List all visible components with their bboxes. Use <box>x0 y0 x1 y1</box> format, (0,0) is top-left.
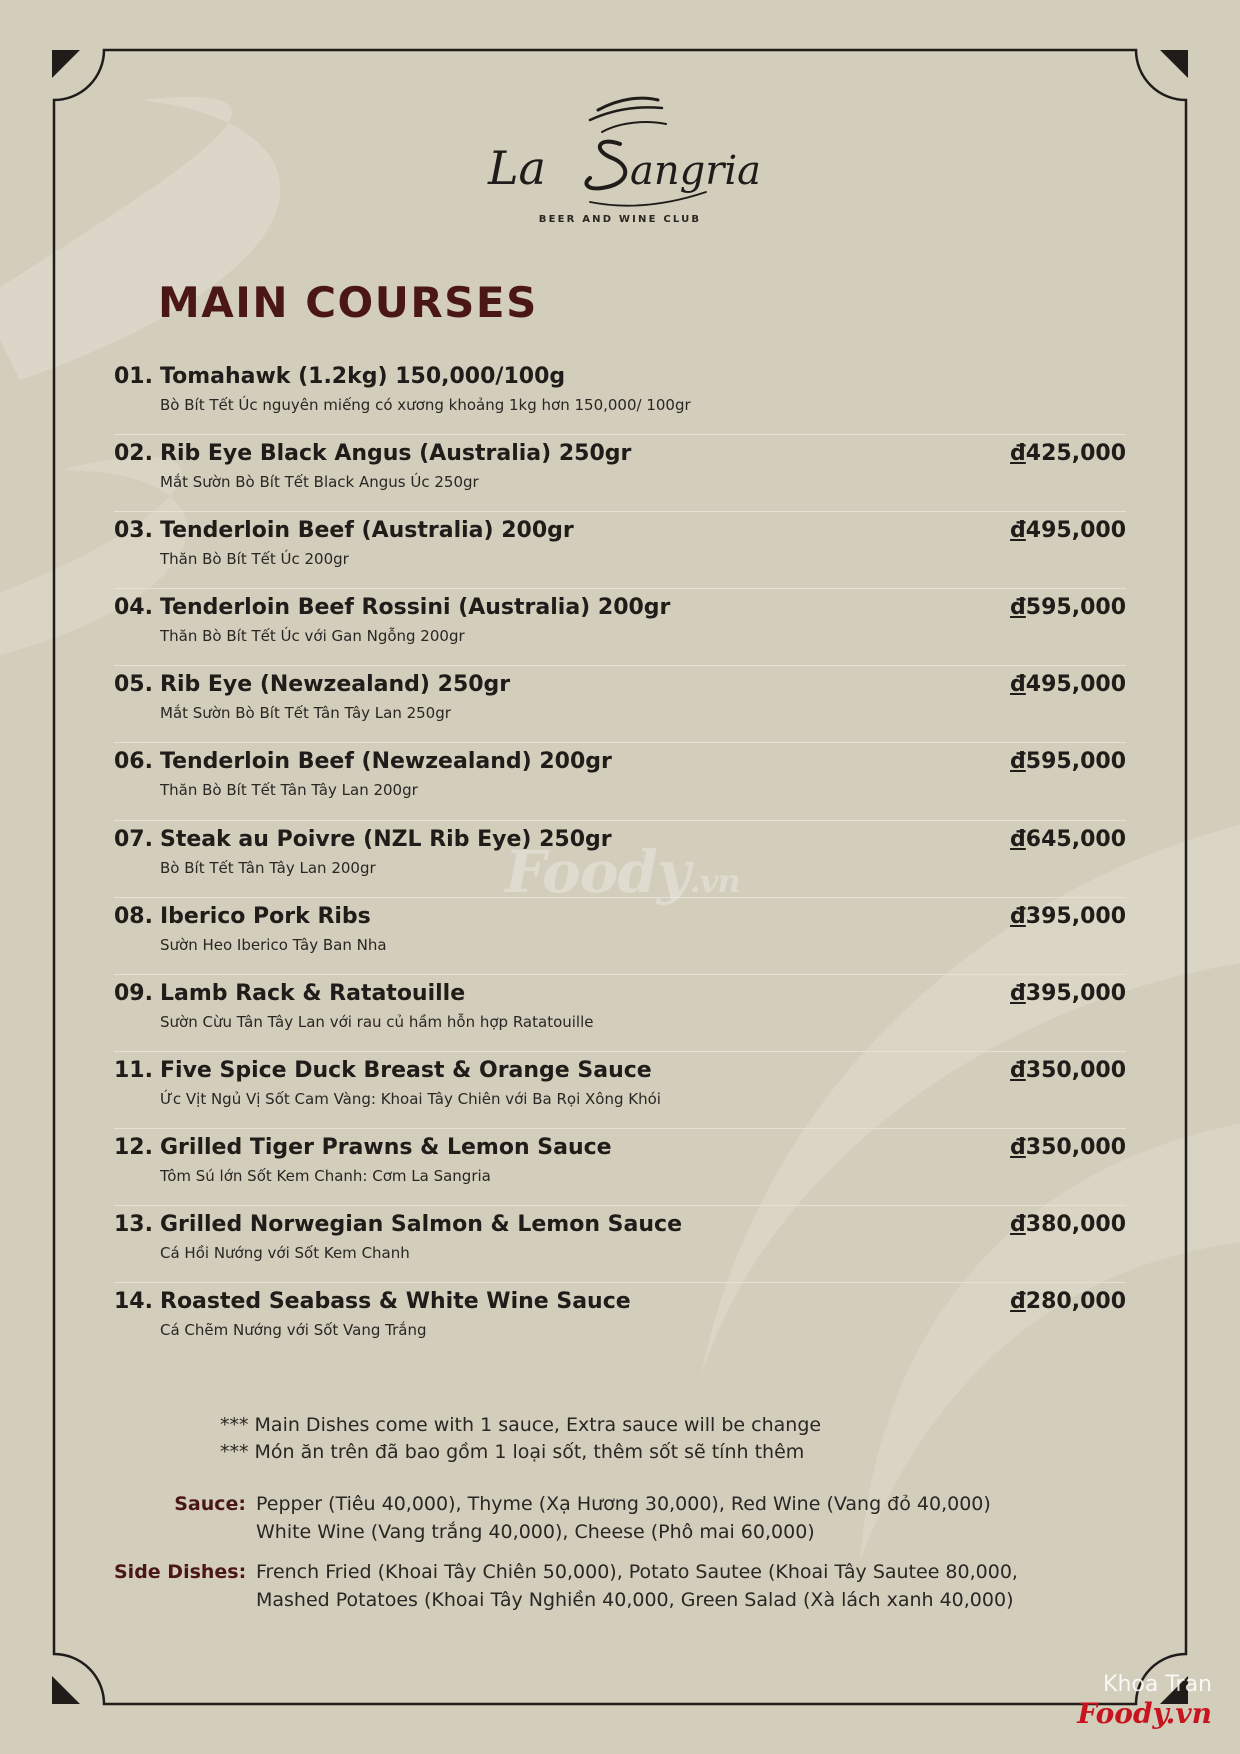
credit-brand: Foody.vn <box>1077 1697 1212 1730</box>
price-value: 380,000 <box>1025 1212 1126 1238</box>
item-name: Roasted Seabass & White Wine Sauce <box>160 1289 631 1315</box>
item-number: 02. <box>114 441 153 467</box>
menu-item <box>114 1129 1126 1206</box>
item-number: 09. <box>114 980 153 1006</box>
extras <box>114 1490 1134 1626</box>
menu-item <box>114 743 1126 820</box>
price-value: 280,000 <box>1025 1289 1126 1315</box>
item-name: Rib Eye (Newzealand) 250gr <box>160 672 511 698</box>
item-price <box>1010 441 1126 466</box>
sauce-line: White Wine (Vang trắng 40,000), Cheese (Phô mai 60,000) <box>256 1521 815 1543</box>
item-price <box>1010 672 1126 697</box>
menu-item <box>114 1206 1126 1283</box>
credit-name: Khoa Tran <box>1103 1672 1212 1697</box>
currency-symbol: đ <box>1010 903 1026 929</box>
item-name: Grilled Tiger Prawns & Lemon Sauce <box>160 1134 612 1160</box>
corner-ornament-top-right <box>1160 50 1188 78</box>
item-price <box>1010 1212 1126 1237</box>
item-name: Tenderloin Beef (Newzealand) 200gr <box>160 749 612 775</box>
item-number: 08. <box>114 903 153 929</box>
logo-wordmark: La <box>488 141 546 195</box>
price-value: 495,000 <box>1025 672 1126 698</box>
item-description: Bò Bít Tết Tân Tây Lan 200gr <box>160 858 376 877</box>
price-value: 495,000 <box>1025 518 1126 544</box>
logo-tagline: BEER AND WINE CLUB <box>538 214 702 225</box>
currency-symbol: đ <box>1010 595 1026 621</box>
item-number: 01. <box>114 364 153 389</box>
menu-item <box>114 975 1126 1052</box>
item-price <box>1010 904 1126 929</box>
currency-symbol: đ <box>1010 1289 1026 1315</box>
item-name: Lamb Rack & Ratatouille <box>160 980 466 1006</box>
sauce-label: Sauce: <box>174 1493 246 1515</box>
item-number: 07. <box>114 826 153 852</box>
item-number: 13. <box>114 1212 153 1238</box>
item-number: 03. <box>114 518 153 544</box>
item-description: Cá Hồi Nướng với Sốt Kem Chanh <box>160 1244 410 1263</box>
foody-watermark: Foody.vn <box>505 838 740 906</box>
menu-item <box>114 358 1126 435</box>
price-value: 350,000 <box>1025 1057 1126 1083</box>
svg-text:angria: angria <box>630 148 761 194</box>
corner-ornament-top-left <box>52 50 80 78</box>
item-price <box>1010 827 1126 852</box>
currency-symbol: đ <box>1010 1057 1026 1083</box>
brand-logo <box>470 92 770 237</box>
item-number: 11. <box>114 1057 153 1083</box>
item-price <box>1010 1135 1126 1160</box>
menu-item <box>114 589 1126 666</box>
corner-ornament-bottom-left <box>52 1676 80 1704</box>
currency-symbol: đ <box>1010 1212 1026 1238</box>
item-price <box>1010 981 1126 1006</box>
price-value: 395,000 <box>1025 903 1126 929</box>
item-description: Mắt Sườn Bò Bít Tết Black Angus Úc 250gr <box>160 473 479 492</box>
currency-symbol: đ <box>1010 749 1026 775</box>
item-description: Thăn Bò Bít Tết Tân Tây Lan 200gr <box>160 781 418 800</box>
side-dishes-line: French Fried (Khoai Tây Chiên 50,000), Potato Sautee (Khoai Tây Sautee 80,000, <box>256 1561 1018 1583</box>
item-name: Rib Eye Black Angus (Australia) 250gr <box>160 441 632 467</box>
price-value: 645,000 <box>1025 826 1126 852</box>
item-name: Tenderloin Beef (Australia) 200gr <box>160 518 574 544</box>
currency-symbol: đ <box>1010 826 1026 852</box>
item-name: Grilled Norwegian Salmon & Lemon Sauce <box>160 1212 682 1238</box>
currency-symbol: đ <box>1010 441 1026 467</box>
item-description: Cá Chẽm Nướng với Sốt Vang Trắng <box>160 1321 427 1340</box>
sauce-row <box>114 1490 1134 1546</box>
price-value: 350,000 <box>1025 1134 1126 1160</box>
item-description: Thăn Bò Bít Tết Úc 200gr <box>160 550 349 569</box>
item-number: 14. <box>114 1289 153 1315</box>
la-sangria-logo-mark <box>470 92 770 210</box>
price-value: 395,000 <box>1025 980 1126 1006</box>
item-description: Ức Vịt Ngủ Vị Sốt Cam Vàng: Khoai Tây Chiên với Ba Rọi Xông Khói <box>160 1089 661 1108</box>
item-price <box>1010 1289 1126 1314</box>
item-description: Bò Bít Tết Úc nguyên miếng có xương khoảng 1kg hơn 150,000/ 100gr <box>160 396 691 414</box>
item-description: Sườn Cừu Tân Tây Lan với rau củ hầm hỗn hợp Ratatouille <box>160 1012 594 1031</box>
side-dishes-line: Mashed Potatoes (Khoai Tây Nghiền 40,000, Green Salad (Xà lách xanh 40,000) <box>256 1589 1014 1611</box>
item-number: 12. <box>114 1134 153 1160</box>
item-number: 06. <box>114 749 153 775</box>
item-name: Steak au Poivre (NZL Rib Eye) 250gr <box>160 826 612 852</box>
note-english: *** Main Dishes come with 1 sauce, Extra sauce will be change <box>220 1414 822 1436</box>
item-name: Tomahawk (1.2kg) 150,000/100g <box>160 364 566 389</box>
photo-credit <box>1077 1672 1212 1730</box>
currency-symbol: đ <box>1010 980 1026 1006</box>
item-description: Tôm Sú lớn Sốt Kem Chanh: Cơm La Sangria <box>160 1166 491 1185</box>
item-description: Sườn Heo Iberico Tây Ban Nha <box>160 935 387 954</box>
notes <box>220 1412 821 1466</box>
price-value: 425,000 <box>1025 441 1126 467</box>
sauce-line: Pepper (Tiêu 40,000), Thyme (Xạ Hương 30,000), Red Wine (Vang đỏ 40,000) <box>256 1493 991 1515</box>
side-dishes-row <box>114 1558 1134 1614</box>
currency-symbol: đ <box>1010 518 1026 544</box>
section-title: MAIN COURSES <box>158 278 538 327</box>
item-name: Tenderloin Beef Rossini (Australia) 200gr <box>160 595 671 621</box>
item-description: Mắt Sườn Bò Bít Tết Tân Tây Lan 250gr <box>160 704 451 723</box>
menu-item <box>114 666 1126 743</box>
item-price <box>1010 595 1126 620</box>
item-name: Iberico Pork Ribs <box>160 903 371 929</box>
side-dishes-label: Side Dishes: <box>114 1561 247 1583</box>
menu-item <box>114 898 1126 975</box>
item-price <box>1010 749 1126 774</box>
menu-item <box>114 1283 1126 1360</box>
menu-item <box>114 435 1126 512</box>
note-vietnamese: *** Món ăn trên đã bao gồm 1 loại sốt, thêm sốt sẽ tính thêm <box>220 1441 805 1463</box>
price-value: 595,000 <box>1025 595 1126 621</box>
item-price <box>1010 518 1126 543</box>
currency-symbol: đ <box>1010 1134 1026 1160</box>
menu-item <box>114 512 1126 589</box>
currency-symbol: đ <box>1010 672 1026 698</box>
item-number: 05. <box>114 672 153 698</box>
item-description: Thăn Bò Bít Tết Úc với Gan Ngỗng 200gr <box>160 627 465 646</box>
price-value: 595,000 <box>1025 749 1126 775</box>
item-price <box>1010 1058 1126 1083</box>
item-name: Five Spice Duck Breast & Orange Sauce <box>160 1057 652 1083</box>
item-number: 04. <box>114 595 153 621</box>
menu-item <box>114 1052 1126 1129</box>
